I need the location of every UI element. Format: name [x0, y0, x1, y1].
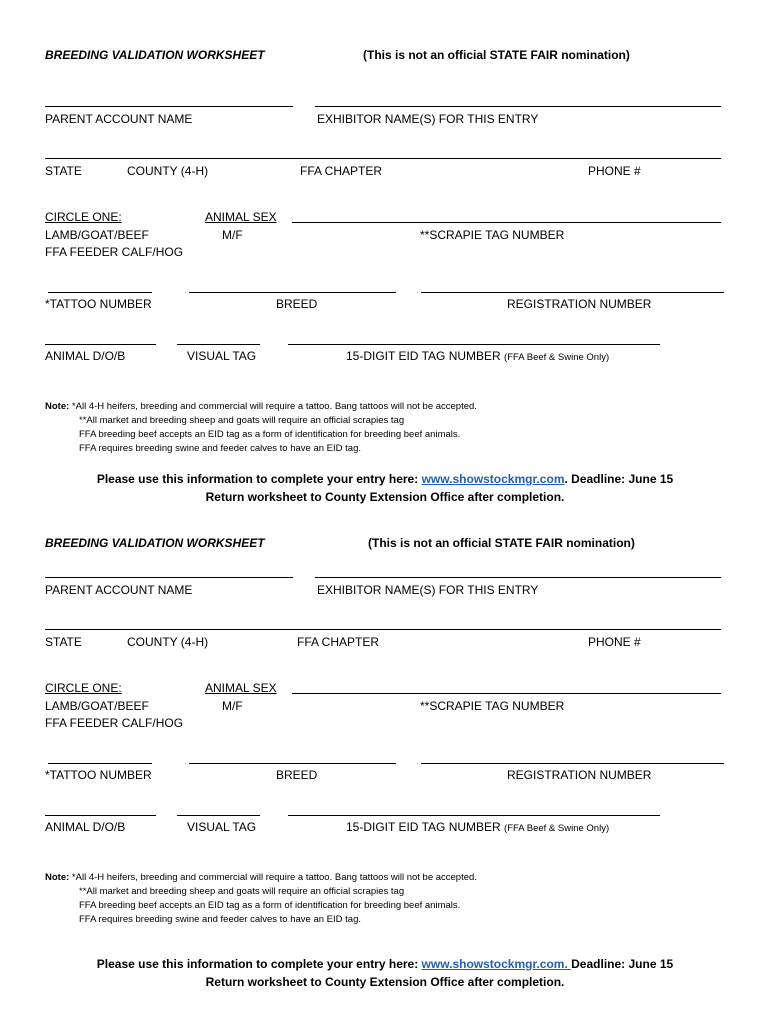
visual-tag-field[interactable] [177, 815, 260, 816]
species-option-2[interactable]: FFA FEEDER CALF/HOG [45, 716, 184, 730]
dob-label: ANIMAL D/O/B [45, 349, 126, 363]
location-field[interactable] [45, 158, 721, 159]
visual-tag-label: VISUAL TAG [187, 349, 257, 363]
circle-one-label: CIRCLE ONE: [45, 681, 122, 695]
exhibitor-names-field[interactable] [315, 106, 721, 107]
showstockmgr-link[interactable]: www.showstockmgr.com [421, 957, 565, 971]
ffa-chapter-label: FFA CHAPTER [300, 164, 383, 178]
ffa-chapter-label: FFA CHAPTER [297, 635, 380, 649]
breed-field[interactable] [189, 763, 396, 764]
instructions-prefix: Please use this information to complete your entry here: [96, 957, 422, 971]
note-4: FFA requires breeding swine and feeder calves to have an EID tag. [79, 443, 361, 454]
dob-label: ANIMAL D/O/B [45, 820, 126, 834]
tattoo-field[interactable] [48, 763, 152, 764]
eid-tag-text: 15-DIGIT EID TAG NUMBER [346, 820, 501, 834]
worksheet-title: BREEDING VALIDATION WORKSHEET [45, 48, 265, 62]
note-4: FFA requires breeding swine and feeder calves to have an EID tag. [79, 914, 361, 925]
scrapie-field[interactable] [292, 222, 721, 223]
state-label: STATE [45, 635, 82, 649]
worksheet-subtitle: (This is not an official STATE FAIR nomination) [363, 48, 630, 62]
parent-account-field[interactable] [45, 577, 293, 578]
note-1: *All 4-H heifers, breeding and commercial will require a tattoo. Bang tattoos will not be accepted. [71, 401, 477, 412]
note-label: Note: [45, 872, 70, 883]
note-1: *All 4-H heifers, breeding and commercial will require a tattoo. Bang tattoos will not be accepted. [71, 872, 477, 883]
worksheet-subtitle: (This is not an official STATE FAIR nomination) [368, 536, 635, 550]
return-line: Return worksheet to County Extension Office after completion. [205, 490, 565, 504]
phone-label: PHONE # [588, 164, 641, 178]
note-3: FFA breeding beef accepts an EID tag as a form of identification for breeding beef animals. [79, 900, 461, 911]
note-label: Note: [45, 401, 70, 412]
phone-label: PHONE # [588, 635, 641, 649]
registration-label: REGISTRATION NUMBER [507, 297, 652, 311]
exhibitor-names-field[interactable] [315, 577, 721, 578]
showstockmgr-link[interactable]: www.showstockmgr.com [421, 472, 565, 486]
note-2: **All market and breeding sheep and goats will require an official scrapies tag [79, 415, 405, 426]
parent-account-label: PARENT ACCOUNT NAME [45, 112, 193, 126]
registration-field[interactable] [421, 292, 724, 293]
tattoo-label: *TATTOO NUMBER [45, 297, 152, 311]
instructions-deadline: Deadline: June 15 [571, 957, 674, 971]
notes-block [45, 871, 477, 927]
dob-field[interactable] [45, 815, 156, 816]
breed-label: BREED [276, 297, 318, 311]
state-label: STATE [45, 164, 82, 178]
eid-tag-label [346, 820, 609, 834]
parent-account-label: PARENT ACCOUNT NAME [45, 583, 193, 597]
dob-field[interactable] [45, 344, 156, 345]
sex-options[interactable]: M/F [222, 228, 243, 242]
breed-field[interactable] [189, 292, 396, 293]
county-label: COUNTY (4-H) [127, 164, 209, 178]
return-line: Return worksheet to County Extension Office after completion. [205, 975, 565, 989]
tattoo-field[interactable] [48, 292, 152, 293]
species-option-1[interactable]: LAMB/GOAT/BEEF [45, 228, 149, 242]
note-2: **All market and breeding sheep and goats will require an official scrapies tag [79, 886, 405, 897]
exhibitor-names-label: EXHIBITOR NAME(S) FOR THIS ENTRY [317, 583, 539, 597]
instructions-period: . [564, 957, 572, 971]
instructions-prefix: Please use this information to complete your entry here: [96, 472, 422, 486]
circle-one-label: CIRCLE ONE: [45, 210, 122, 224]
worksheet-title: BREEDING VALIDATION WORKSHEET [45, 536, 265, 550]
scrapie-field[interactable] [292, 693, 721, 694]
visual-tag-label: VISUAL TAG [187, 820, 257, 834]
instructions-deadline: . Deadline: June 15 [564, 472, 674, 486]
breed-label: BREED [276, 768, 318, 782]
parent-account-field[interactable] [45, 106, 293, 107]
county-label: COUNTY (4-H) [127, 635, 209, 649]
species-option-2[interactable]: FFA FEEDER CALF/HOG [45, 245, 184, 259]
location-field[interactable] [45, 629, 721, 630]
tattoo-label: *TATTOO NUMBER [45, 768, 152, 782]
eid-tag-label [346, 349, 609, 363]
eid-tag-note: (FFA Beef & Swine Only) [504, 352, 610, 363]
notes-block [45, 400, 477, 456]
species-option-1[interactable]: LAMB/GOAT/BEEF [45, 699, 149, 713]
eid-tag-field[interactable] [288, 815, 660, 816]
note-3: FFA breeding beef accepts an EID tag as a form of identification for breeding beef animals. [79, 429, 461, 440]
exhibitor-names-label: EXHIBITOR NAME(S) FOR THIS ENTRY [317, 112, 539, 126]
scrapie-label: **SCRAPIE TAG NUMBER [420, 699, 565, 713]
animal-sex-label: ANIMAL SEX [205, 210, 277, 224]
registration-field[interactable] [421, 763, 724, 764]
animal-sex-label: ANIMAL SEX [205, 681, 277, 695]
instructions-line [0, 957, 770, 971]
eid-tag-text: 15-DIGIT EID TAG NUMBER [346, 349, 501, 363]
eid-tag-field[interactable] [288, 344, 660, 345]
registration-label: REGISTRATION NUMBER [507, 768, 652, 782]
instructions-line [0, 472, 770, 486]
scrapie-label: **SCRAPIE TAG NUMBER [420, 228, 565, 242]
eid-tag-note: (FFA Beef & Swine Only) [504, 823, 610, 834]
visual-tag-field[interactable] [177, 344, 260, 345]
sex-options[interactable]: M/F [222, 699, 243, 713]
